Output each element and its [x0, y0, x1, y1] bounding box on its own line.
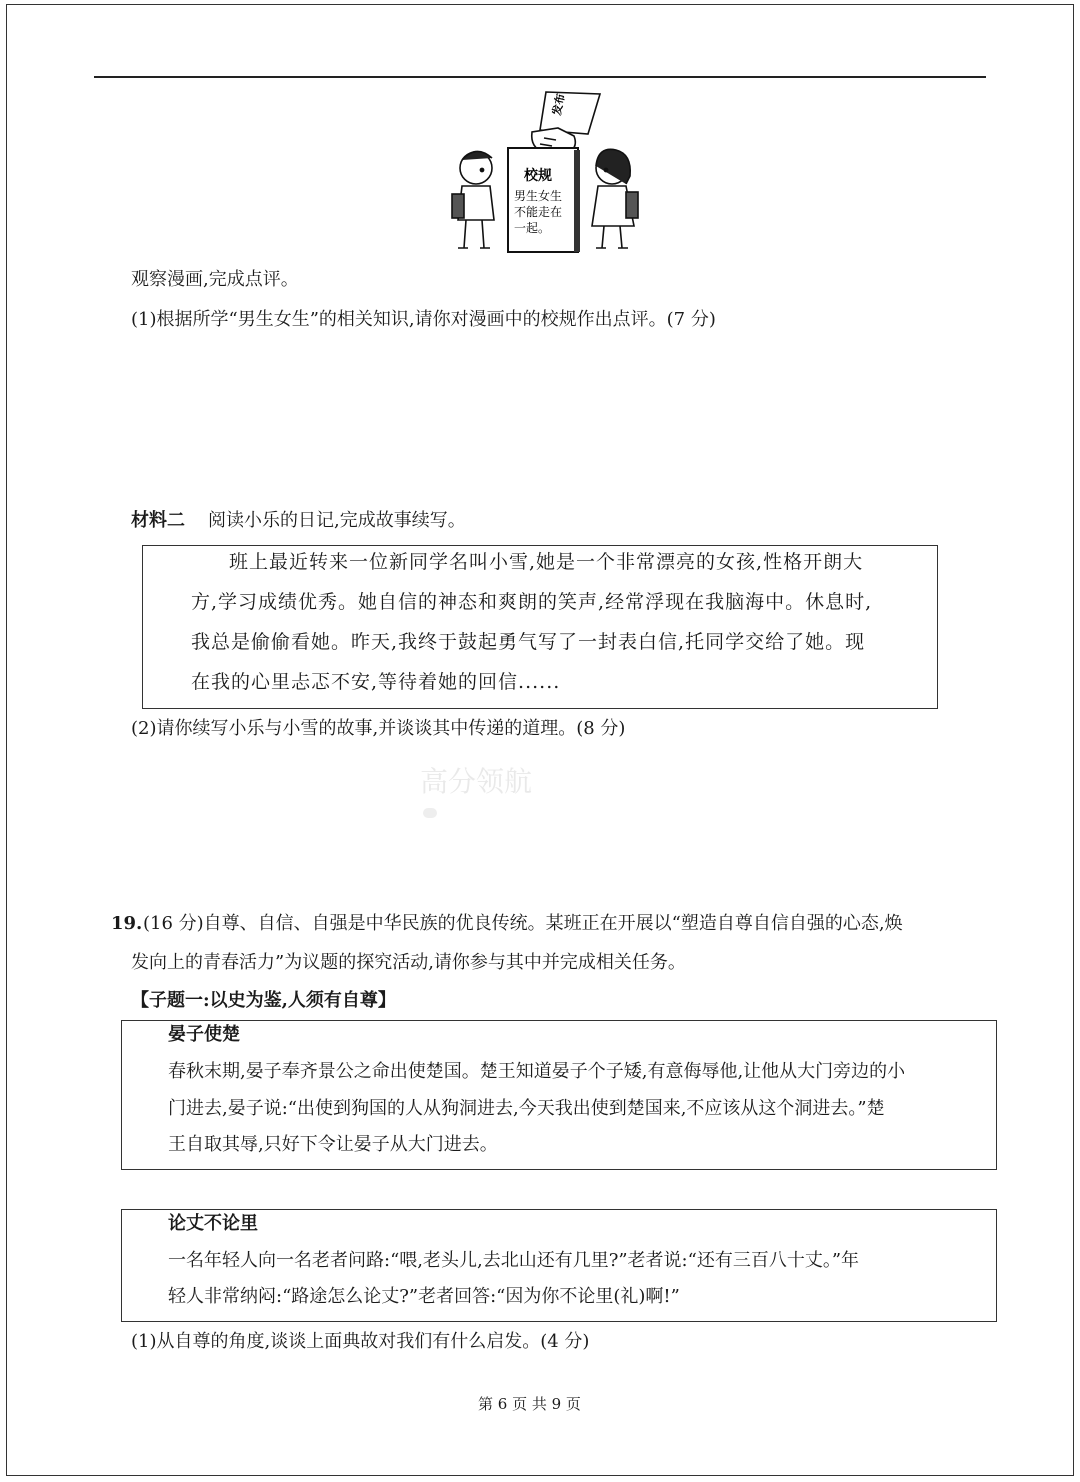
- watermark: 高分领航: [420, 765, 533, 798]
- girl-figure-icon: [592, 149, 638, 248]
- diary-box: [142, 545, 938, 709]
- question-19-number: 19.: [111, 913, 143, 934]
- diary-line-3: 我总是偷偷看她。昨天,我终于鼓起勇气写了一封表白信,托同学交给了她。现: [191, 631, 866, 653]
- story-1-line-3: 王自取其辱,只好下令让晏子从大门进去。: [168, 1134, 498, 1155]
- question-19-line-1: (16 分)自尊、自信、自强是中华民族的优良传统。某班正在开展以“塑造自尊自信自强的心态,焕: [143, 913, 903, 934]
- sign-line-3: 一起。: [514, 221, 551, 235]
- sign-line-2: 不能走在: [514, 205, 563, 219]
- sign-line-1: 男生女生: [514, 189, 563, 203]
- sign-title: 校规: [524, 168, 552, 184]
- rule-sign: [508, 148, 580, 252]
- story-2-title: 论丈不论里: [168, 1213, 258, 1234]
- diary-line-2: 方,学习成绩优秀。她自信的神态和爽朗的笑声,经常浮现在我脑海中。休息时,: [191, 591, 873, 613]
- story-box-lunzhang: [121, 1209, 997, 1322]
- diary-line-4: 在我的心里忐忑不安,等待着她的回信......: [191, 671, 561, 693]
- question-1-cartoon: (1)根据所学“男生女生”的相关知识,请你对漫画中的校规作出点评。(7 分): [131, 309, 716, 330]
- story-1-line-2: 门进去,晏子说:“出使到狗国的人从狗洞进去,今天我出使到楚国来,不应该从这个洞进去。”楚: [168, 1098, 885, 1119]
- page-number: 第 6 页 共 9 页: [478, 1395, 581, 1413]
- story-2-line-1: 一名年轻人向一名老者问路:“喂,老头儿,去北山还有几里?”老者说:“还有三百八十丈。”年: [168, 1250, 860, 1271]
- story-1-line-1: 春秋末期,晏子奉齐景公之命出使楚国。楚王知道晏子个子矮,有意侮辱他,让他从大门旁边的小: [168, 1061, 906, 1082]
- subtopic-1-title: 【子题一:以史为鉴,人须有自尊】: [131, 990, 396, 1011]
- question-19-1: (1)从自尊的角度,谈谈上面典故对我们有什么启发。(4 分): [131, 1331, 590, 1352]
- diary-line-1: 班上最近转来一位新同学名叫小雪,她是一个非常漂亮的女孩,性格开朗大: [229, 551, 864, 573]
- material-2-label: 材料二: [131, 510, 185, 531]
- story-1-title: 晏子使楚: [168, 1024, 240, 1045]
- question-2-story: (2)请你续写小乐与小雪的故事,并谈谈其中传递的道理。(8 分): [131, 718, 626, 739]
- paper-label: 发布: [550, 92, 568, 117]
- story-box-yanzi: [121, 1020, 997, 1170]
- cartoon-instruction: 观察漫画,完成点评。: [131, 269, 299, 290]
- question-19-line-2: 发向上的青春活力”为议题的探究活动,请你参与其中并完成相关任务。: [131, 952, 686, 973]
- boy-figure-icon: [452, 151, 494, 248]
- material-2-instruction: 阅读小乐的日记,完成故事续写。: [208, 510, 466, 531]
- cartoon-illustration: [448, 88, 644, 256]
- watermark-logo-icon: [423, 808, 437, 818]
- header-rule: [94, 76, 986, 78]
- story-2-line-2: 轻人非常纳闷:“路途怎么论丈?”老者回答:“因为你不论里(礼)啊!”: [168, 1286, 680, 1307]
